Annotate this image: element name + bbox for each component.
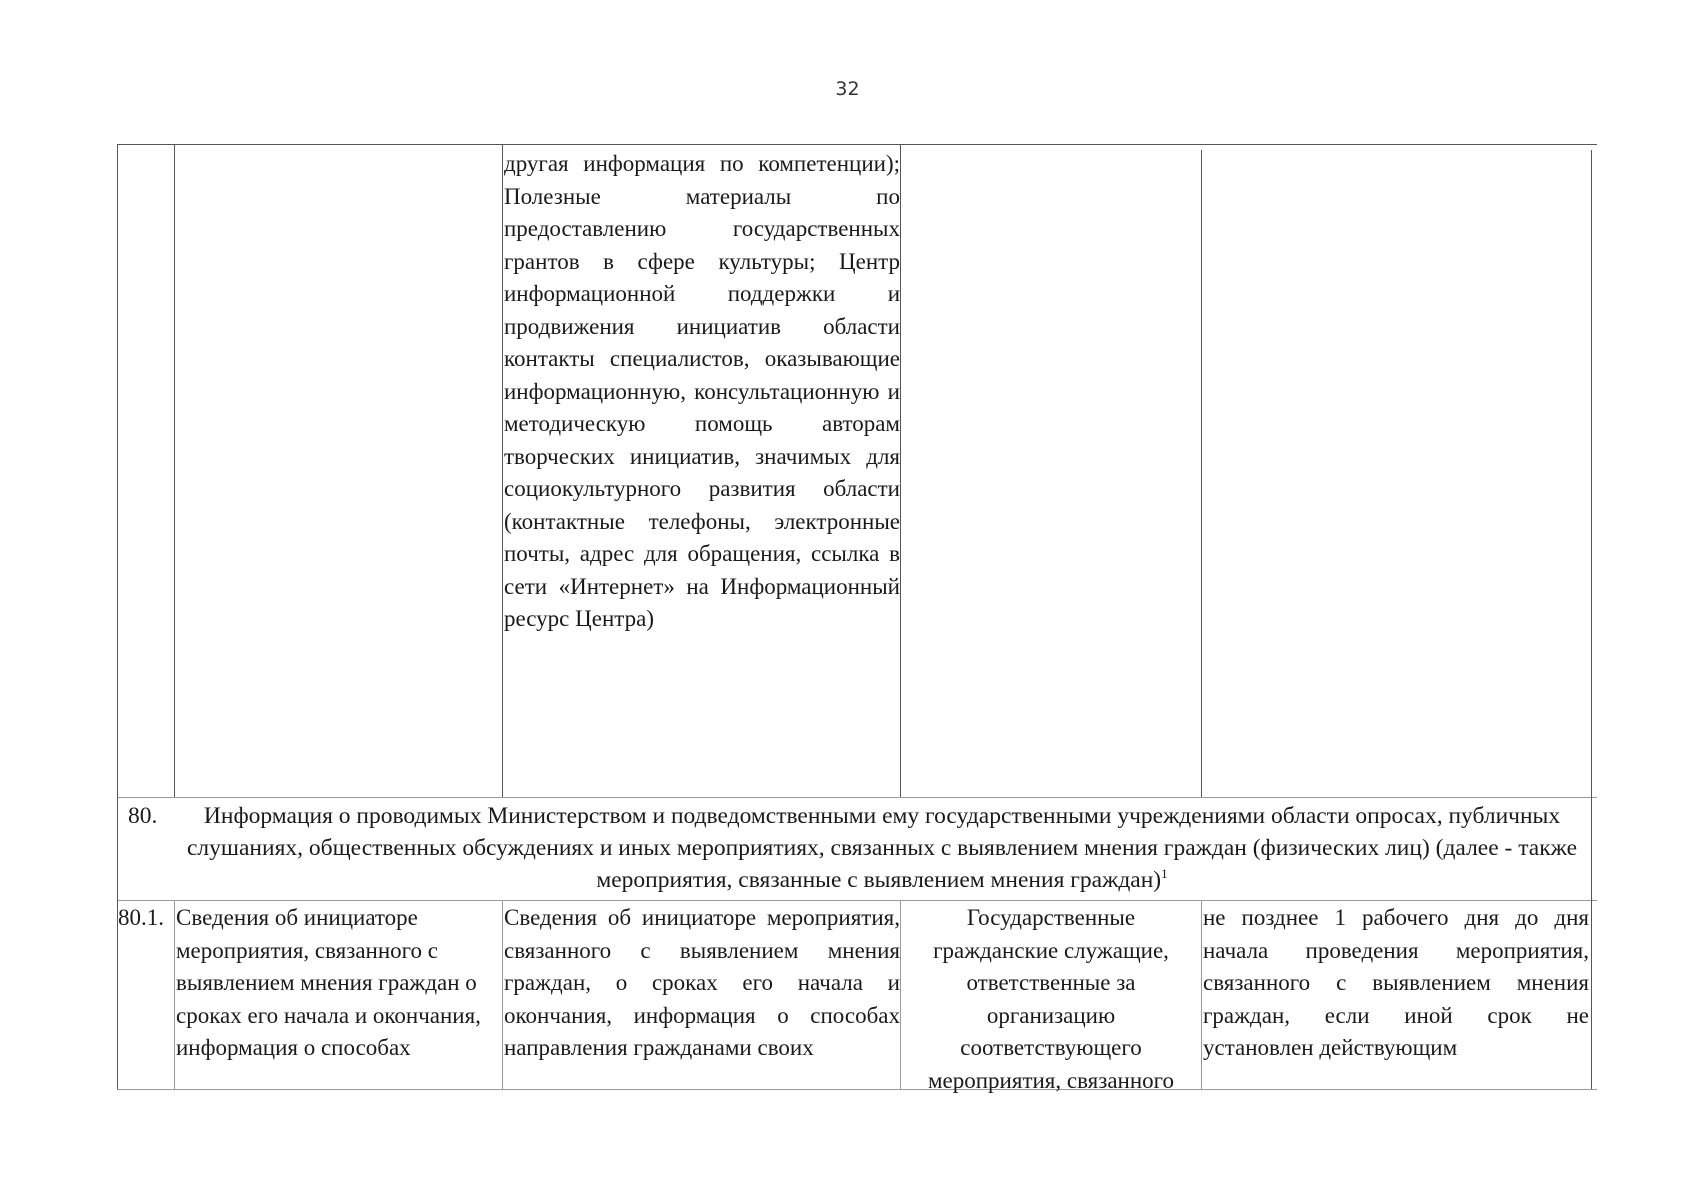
row-80-1-border-4	[1201, 900, 1202, 1089]
section-80-title	[172, 800, 1592, 896]
footnote-mark: 1	[1161, 866, 1168, 882]
continuation-text: другая информация по компетенции); Полезные материалы по предоставлению государственных грантов в сфере культуры; Центр информационной поддержки и продвижения инициатив области контакты специалистов, оказывающие информационную, консультационную и методическую помощь авторам творческих инициатив, значимых для социокультурного развития области (контактные телефоны, электронные почты, адрес для обращения, ссылка в сети «Интернет» на Информационный ресурс Центра)	[504, 151, 900, 631]
table-top-border	[117, 144, 1597, 145]
row-80-1-border-1	[174, 900, 175, 1089]
col-border-2	[502, 144, 503, 797]
col-border-4	[1201, 150, 1202, 797]
page-number: 32	[835, 78, 860, 100]
section-80-title-text: Информация о проводимых Министерством и подведомственными ему государственными учреждениями области опросах, публичных слушаниях, общественных обсуждениях и иных мероприятиях, связанных с выявлением мнения граждан (физических лиц) (далее - также мероприятия, связанные с выявлением мнения граждан)	[186, 803, 1577, 893]
section-80-number: 80.	[128, 803, 158, 829]
col-border-3	[900, 144, 901, 797]
row-80-1-responsible: Государственные гражданские служащие, ответственные за организацию соответствующего мероприятия, связанного	[927, 905, 1174, 1093]
col-border-left	[117, 144, 118, 1089]
row-80-1-border-2	[502, 900, 503, 1089]
row-80-1-number: 80.1.	[118, 905, 164, 930]
col-border-right	[1591, 150, 1592, 1089]
row-80-1-deadline: не позднее 1 рабочего дня до дня начала проведения мероприятия, связанного с выявлением мнения граждан, если иной срок не установлен действующим	[1203, 905, 1589, 1060]
col-border-1	[174, 144, 175, 797]
section-80-top-border	[117, 797, 1597, 798]
table-bottom-border	[117, 1089, 1597, 1090]
row-80-1-info-content: Сведения об инициаторе мероприятия, связанного с выявлением мнения граждан, о сроках его начала и окончания, информация о способах направления гражданами своих	[504, 905, 900, 1060]
row-80-1-info-subject: Сведения об инициаторе мероприятия, связанного с выявлением мнения граждан о сроках его начала и окончания, информация о способах	[176, 905, 481, 1060]
row-80-1-top-border	[117, 900, 1597, 901]
row-80-1-border-3	[900, 900, 901, 1089]
